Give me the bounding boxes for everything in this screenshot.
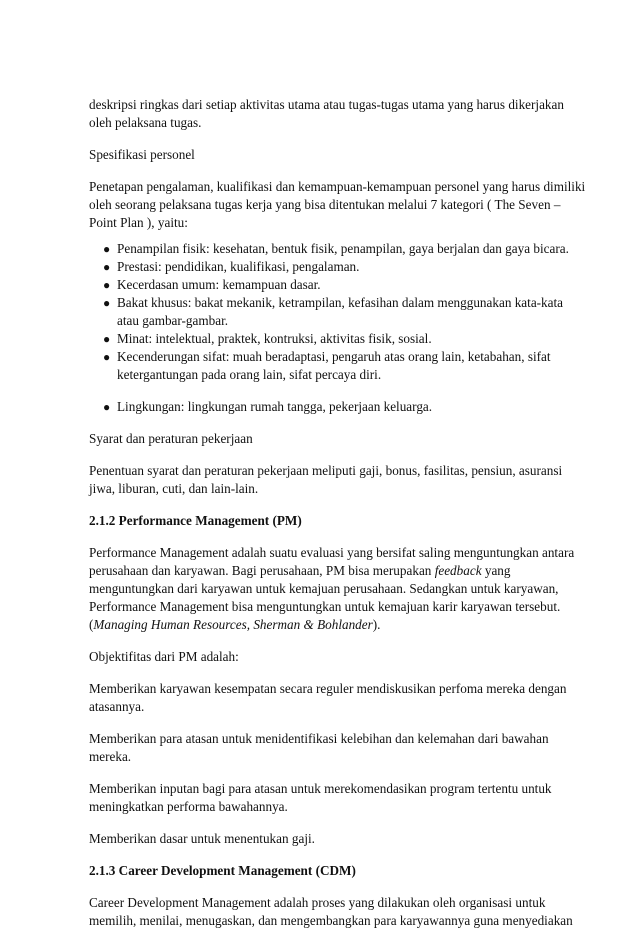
text-line: oleh seorang pelaksana tugas kerja yang bisa ditentukan melalui 7 kategori ( The Seven – (89, 197, 561, 212)
document-body (89, 96, 586, 930)
section-title-syarat: Syarat dan peraturan pekerjaan (89, 431, 253, 446)
seven-point-plan-list (89, 240, 575, 384)
paragraph-objektifitas: Objektifitas dari PM adalah: (89, 649, 239, 664)
bullet-icon: ● (103, 400, 111, 414)
list-item: ● Lingkungan: lingkungan rumah tangga, pekerjaan keluarga. (103, 399, 433, 414)
bullet-icon: ● (103, 278, 111, 292)
list-item: ● Penampilan fisik: kesehatan, bentuk fisik, penampilan, gaya berjalan dan gaya bicara. (103, 241, 569, 256)
list-item: ● Kecenderungan sifat: muah beradaptasi, pengaruh atas orang lain, ketabahan, sifat ketergantungan pada orang lain, sifat percaya diri. (103, 349, 551, 382)
bullet-icon: ● (103, 260, 111, 274)
paragraph-objective-1: Memberikan karyawan kesempatan secara reguler mendiskusikan perfoma mereka dengan atasannya. (89, 681, 567, 714)
text-line: Penetapan pengalaman, kualifikasi dan kemampuan-kemampuan personel yang harus dimiliki (89, 179, 586, 194)
heading-2-1-3: 2.1.3 Career Development Management (CDM) (89, 863, 356, 878)
bullet-icon: ● (103, 350, 111, 364)
bullet-icon: ● (103, 296, 111, 310)
paragraph-job-description-end (89, 96, 575, 132)
bullet-icon: ● (103, 242, 111, 256)
paragraph-syarat (89, 462, 575, 498)
heading-2-1-2: 2.1.2 Performance Management (PM) (89, 513, 302, 528)
text-line: deskripsi ringkas dari setiap aktivitas utama atau tugas-tugas utama yang harus dikerjakan (89, 97, 564, 112)
citation: Managing Human Resources, Sherman & Bohlander (93, 617, 373, 632)
paragraph-performance-management: Performance Management adalah suatu evaluasi yang bersifat saling menguntungkan antara perusahaan dan karyawan. Bagi perusahaan, PM bisa merupakan feedback yang menguntungkan dari karyawan untuk kemajuan perusahaan. Sedangkan untuk karyawan, Performance Management bisa menguntungkan untuk kemajuan karir karyawan tersebut. (Managing Human Resources, Sherman & Bohlander). (89, 545, 575, 632)
list-item: ● Prestasi: pendidikan, kualifikasi, pengalaman. (103, 259, 360, 274)
paragraph-career-development: Career Development Management adalah proses yang dilakukan oleh organisasi untuk memilih, menilai, menugaskan, dan mengembangkan para karyawannya guna menyediakan (89, 895, 573, 928)
text-line: jiwa, liburan, cuti, dan lain-lain. (89, 481, 259, 496)
list-item: ● Bakat khusus: bakat mekanik, ketrampilan, kefasihan dalam menggunakan kata-kata atau gambar-gambar. (103, 295, 564, 328)
seven-point-plan-list-last (89, 398, 575, 416)
text-line: oleh pelaksana tugas. (89, 115, 202, 130)
list-item: ● Minat: intelektual, praktek, kontruksi, aktivitas fisik, sosial. (103, 331, 432, 346)
bullet-icon: ● (103, 332, 111, 346)
paragraph-objective-3: Memberikan inputan bagi para atasan untuk merekomendasikan program tertentu untuk meningkatkan performa bawahannya. (89, 781, 552, 814)
paragraph-objective-2: Memberikan para atasan untuk menidentifikasi kelebihan dan kelemahan dari bawahan mereka. (89, 731, 549, 764)
paragraph-spesifikasi (89, 178, 586, 232)
section-title-spesifikasi: Spesifikasi personel (89, 147, 195, 162)
list-item: ● Kecerdasan umum: kemampuan dasar. (103, 277, 321, 292)
text-line: Penentuan syarat dan peraturan pekerjaan meliputi gaji, bonus, fasilitas, pensiun, asuransi (89, 463, 563, 478)
emphasis-feedback: feedback (434, 563, 482, 578)
paragraph-objective-4: Memberikan dasar untuk menentukan gaji. (89, 831, 315, 846)
text-line: Point Plan ), yaitu: (89, 215, 188, 230)
